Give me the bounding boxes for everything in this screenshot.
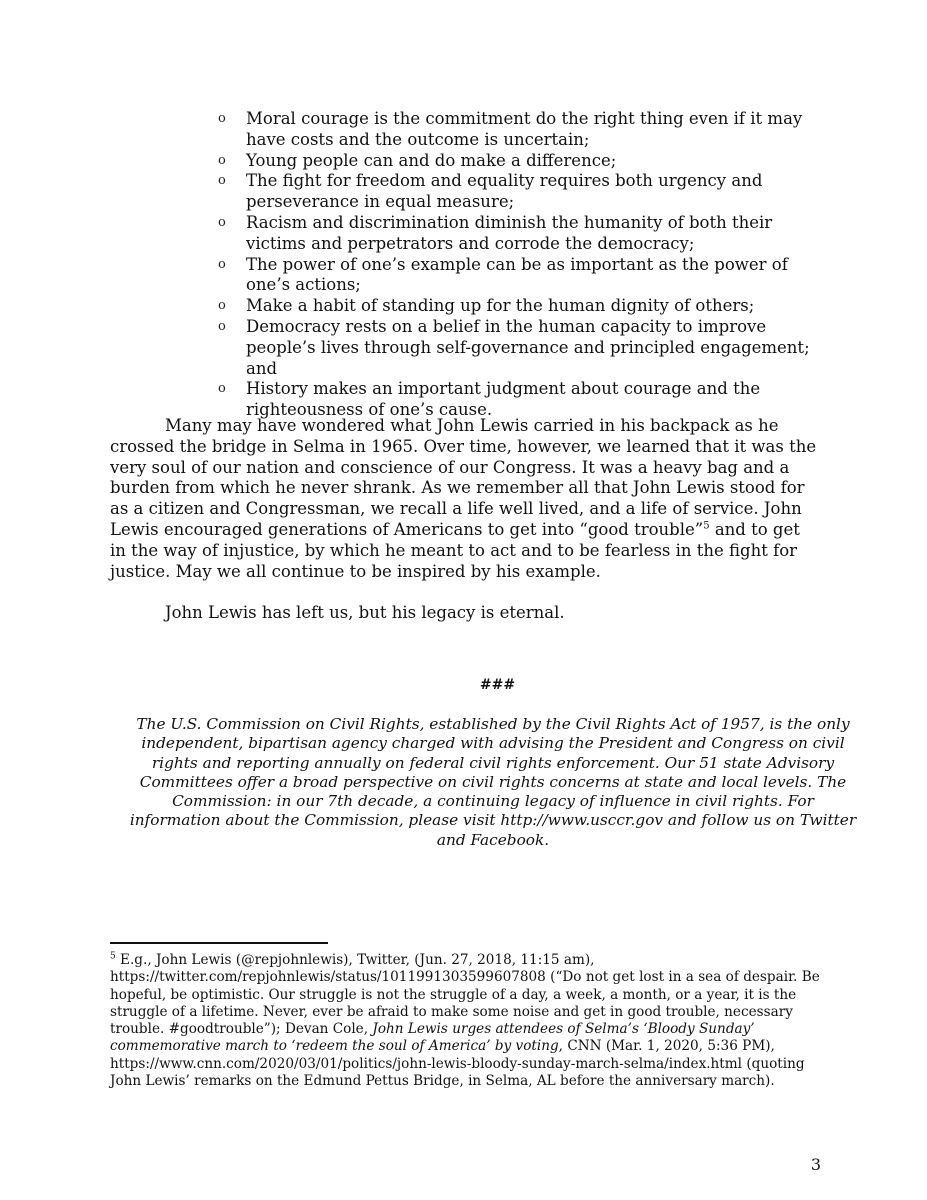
bullet-marker: o	[218, 214, 226, 230]
footnote-divider	[110, 942, 328, 944]
bullet-item	[218, 255, 828, 297]
bullet-text: Make a habit of standing up for the human dignity of others;	[246, 296, 755, 316]
footnote-number: 5	[110, 951, 116, 962]
bullet-item	[218, 379, 828, 421]
bullet-item	[218, 171, 828, 213]
section-separator: ###	[479, 677, 516, 693]
paragraph-text-continued: and to get in the way of injustice, by which he meant to act and to be fearless in the fight for justice. May we all continue to be inspired by his example.	[110, 519, 800, 581]
bullet-item	[218, 317, 828, 379]
bullet-marker: o	[218, 173, 226, 189]
footnote	[110, 952, 822, 1090]
footnote-text-continued: , CNN (Mar. 1, 2020, 5:36 PM), https://www.cnn.com/2020/03/01/politics/john-lewis-bloody-sunday-march-selma/index.html (quoting John Lewis’ remarks on the Edmund Pettus Bridge, in Selma, AL before the anniversary march).	[110, 1038, 805, 1090]
paragraph-text: Many may have wondered what John Lewis carried in his backpack as he crossed the bridge in Selma in 1965. Over time, however, we learned that it was the very soul of our nation and conscience of our Congress. It was a heavy bag and a burden from which he never shrank. As we remember all that John Lewis stood for as a citizen and Congressman, we recall a life well lived, and a life of service. John Lewis encouraged generations of Americans to get into “good trouble”	[110, 416, 817, 539]
bullet-text: Democracy rests on a belief in the human capacity to improve people’s lives through self-governance and principled engagement; and	[246, 316, 810, 378]
bullet-text: History makes an important judgment about courage and the righteousness of one’s cause.	[246, 379, 761, 420]
bullet-text: The power of one’s example can be as important as the power of one’s actions;	[246, 254, 788, 295]
bullet-text: Moral courage is the commitment do the right thing even if it may have costs and the outcome is uncertain;	[246, 109, 803, 149]
bullet-marker: o	[218, 111, 226, 126]
page-number: 3	[810, 1155, 821, 1174]
commission-boilerplate: The U.S. Commission on Civil Rights, established by the Civil Rights Act of 1957, is the only independent, bipartisan agency charged with advising the President and Congress on civil rights and reporting annually on federal civil rights enforcement. Our 51 state Advisory Committees offer a broad perspective on civil rights concerns at state and local levels. The Commission: in our 7th decade, a continuing legacy of influence in civil rights. For information about the Commission, please visit http://www.usccr.gov and follow us on Twitter and Facebook.	[129, 715, 857, 849]
bullet-marker: o	[218, 381, 226, 397]
bullet-item	[218, 213, 828, 255]
lessons-bullet-list	[218, 109, 828, 421]
bullet-item	[218, 296, 828, 317]
bullet-marker: o	[218, 256, 226, 272]
body-paragraph-backpack	[110, 416, 820, 582]
footnote-text: E.g., John Lewis (@repjohnlewis), Twitter, (Jun. 27, 2018, 11:15 am), https://twitter.com/repjohnlewis/status/1011991303599607808 (“Do not get lost in a sea of despair. Be hopeful, be optimistic. Our struggle is not the struggle of a day, a week, a month, or a year, it is the struggle of a lifetime. Never, ever be afraid to make some noise and get in good trouble, necessary trouble. #goodtrouble”); Devan Cole,	[110, 952, 820, 1038]
bullet-item	[218, 151, 828, 172]
bullet-item	[218, 109, 828, 151]
footnote-article-title: John Lewis urges attendees of Selma’s ‘Bloody Sunday’ commemorative march to ‘redeem the soul of America’ by voting	[110, 1021, 755, 1055]
bullet-text: Young people can and do make a difference;	[246, 150, 617, 170]
bullet-marker: o	[218, 152, 226, 168]
body-paragraph-legacy: John Lewis has left us, but his legacy is eternal.	[165, 603, 565, 622]
bullet-marker: o	[218, 298, 226, 314]
bullet-text: Racism and discrimination diminish the humanity of both their victims and perpetrators and corrode the democracy;	[246, 212, 773, 253]
bullet-marker: o	[218, 318, 226, 334]
footnote-reference[interactable]: 5	[703, 520, 710, 532]
bullet-text: The fight for freedom and equality requires both urgency and perseverance in equal measure;	[246, 171, 763, 212]
